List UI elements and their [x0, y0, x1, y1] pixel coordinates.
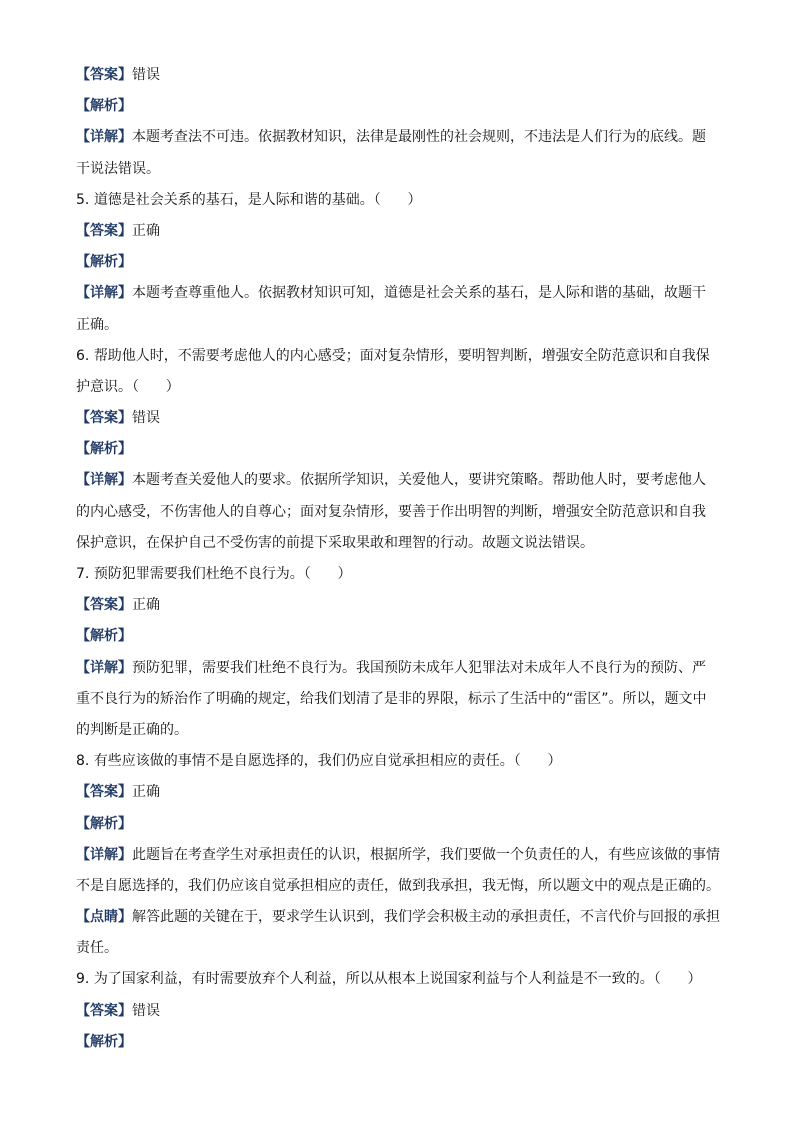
answer-block — [76, 996, 716, 1027]
answer-tag: 【答案】 — [76, 67, 132, 83]
detail-line — [76, 122, 716, 153]
detail-text: 本题考查尊重他人。依据教材知识可知，道德是社会关系的基石，是人际和谐的基础，故题干 — [132, 285, 706, 302]
detail-tag: 【详解】 — [76, 846, 132, 863]
answer-line — [76, 996, 716, 1027]
answer-tag: 【答案】 — [76, 410, 132, 427]
question-block — [76, 964, 716, 995]
answer-block — [76, 216, 716, 247]
blank-close: ） — [547, 753, 562, 770]
detail-tag: 【详解】 — [76, 659, 132, 676]
detail-line — [76, 902, 720, 933]
answer-tag: 【答案】 — [76, 597, 132, 614]
detail-line — [76, 653, 716, 684]
detail-block — [76, 902, 720, 964]
blank-close: ） — [165, 378, 180, 395]
detail-tag: 【详解】 — [76, 472, 132, 489]
answer-text: 正确 — [132, 784, 160, 801]
question-number: 7. — [76, 566, 90, 582]
analysis-line — [76, 1027, 716, 1058]
analysis-tag: 【解析】 — [76, 815, 132, 832]
detail-text-continued: 的内心感受，不伤害他人的自尊心；面对复杂情形，要善于作出明智的判断，增强安全防范意识和自我 — [76, 503, 706, 520]
analysis-line — [76, 247, 716, 278]
answer-text: 错误 — [132, 410, 160, 427]
analysis-tag: 【解析】 — [76, 628, 132, 645]
question-number: 9. — [76, 971, 90, 988]
question-text-continued: 护意识。（ — [76, 378, 139, 395]
analysis-block — [76, 434, 716, 465]
answer-line — [76, 777, 716, 808]
answer-tag: 【答案】 — [76, 784, 132, 801]
detail-text: 预防犯罪，需要我们杜绝不良行为。我国预防未成年人犯罪法对未成年人不良行为的预防、严 — [132, 659, 706, 676]
question-block — [76, 185, 716, 216]
detail-line — [76, 840, 720, 871]
detail-text: 解答此题的关键在于，要求学生认识到，我们学会积极主动的承担责任，不言代价与回报的承担 — [132, 909, 720, 926]
question-line — [76, 746, 716, 777]
answer-line — [76, 403, 716, 434]
question-text: 帮助他人时，不需要考虑他人的内心感受；面对复杂情形，要明智判断，增强安全防范意识和自我保 — [93, 347, 710, 364]
answer-tag: 【答案】 — [76, 1002, 132, 1019]
question-line — [76, 341, 716, 372]
answer-blank — [311, 559, 338, 590]
blank-close: ） — [687, 971, 702, 988]
question-continuation-line — [76, 372, 716, 403]
detail-text-continued: 保护意识，在保护自己不受伤害的前提下采取果敢和理智的行动。故题文说法错误。 — [76, 534, 594, 551]
answer-text: 正确 — [132, 597, 160, 614]
detail-tag: 【详解】 — [76, 285, 132, 302]
detail-block — [76, 122, 716, 184]
detail-continuation-line — [76, 310, 716, 341]
question-number: 8. — [76, 753, 90, 770]
question-line — [76, 559, 716, 590]
analysis-block — [76, 621, 716, 652]
detail-text-continued: 不是自愿选择的，我们仍应该自觉承担相应的责任，做到我承担，我无悔，所以题文中的观点是正确的。 — [76, 877, 720, 894]
analysis-line — [76, 809, 716, 840]
answer-blank — [661, 964, 688, 995]
detail-continuation-line — [76, 933, 716, 964]
question-text: 为了国家利益，有时需要放弃个人利益，所以从根本上说国家利益与个人利益是不一致的。（ — [93, 971, 661, 988]
detail-text-continued: 责任。 — [76, 940, 118, 957]
analysis-tag: 【解析】 — [76, 1033, 132, 1050]
analysis-block — [76, 247, 716, 278]
detail-continuation-line — [76, 528, 716, 559]
analysis-block — [76, 1027, 716, 1058]
answer-text: 正确 — [132, 222, 160, 239]
analysis-line — [76, 91, 716, 122]
detail-line — [76, 278, 716, 309]
detail-text: 本题考查关爱他人的要求。依据所学知识，关爱他人，要讲究策略。帮助他人时，要考虑他人 — [132, 472, 706, 489]
answer-text: 错误 — [132, 1002, 160, 1019]
detail-continuation-line — [76, 715, 716, 746]
detail-tag: 【详解】 — [76, 129, 132, 146]
answer-block — [76, 777, 716, 808]
question-line — [76, 185, 716, 216]
answer-blank — [139, 372, 166, 403]
detail-continuation-line — [76, 871, 720, 902]
detail-block — [76, 465, 716, 559]
question-number: 5. — [76, 191, 90, 208]
answer-block — [76, 403, 716, 434]
detail-text-continued: 干说法错误。 — [76, 160, 160, 177]
analysis-tag: 【解析】 — [76, 254, 132, 271]
detail-continuation-line — [76, 684, 716, 715]
detail-text-continued: 的判断是正确的。 — [76, 721, 188, 738]
detail-text-continued: 重不良行为的矫治作了明确的规定，给我们划清了是非的界限，标示了生活中的“雷区”。所以，题文中 — [76, 690, 707, 707]
question-block — [76, 341, 716, 403]
detail-continuation-line — [76, 154, 716, 185]
question-block — [76, 746, 716, 777]
analysis-tag: 【解析】 — [76, 98, 132, 115]
detail-tag: 【点睛】 — [76, 909, 132, 926]
detail-continuation-line — [76, 497, 716, 528]
document-content — [76, 60, 720, 1058]
detail-text: 此题旨在考查学生对承担责任的认识，根据所学，我们要做一个负责任的人，有些应该做的事情 — [132, 846, 720, 863]
answer-line — [76, 60, 716, 91]
answer-tag: 【答案】 — [76, 222, 132, 239]
blank-close: ） — [337, 566, 352, 582]
analysis-block — [76, 91, 716, 122]
analysis-line — [76, 621, 716, 652]
answer-line — [76, 590, 716, 621]
answer-text: 错误 — [132, 67, 160, 83]
question-text: 道德是社会关系的基石，是人际和谐的基础。（ — [93, 191, 381, 208]
detail-text: 本题考查法不可违。依据教材知识，法律是最刚性的社会规则，不违法是人们行为的底线。题 — [132, 129, 706, 146]
question-text: 有些应该做的事情不是自愿选择的，我们仍应自觉承担相应的责任。（ — [93, 753, 521, 770]
question-text: 预防犯罪需要我们杜绝不良行为。（ — [93, 566, 311, 582]
answer-blank — [521, 746, 548, 777]
question-line — [76, 964, 716, 995]
answer-blank — [381, 185, 408, 216]
question-block — [76, 559, 716, 590]
answer-block — [76, 60, 716, 91]
detail-text-continued: 正确。 — [76, 316, 118, 333]
analysis-line — [76, 434, 716, 465]
detail-line — [76, 465, 716, 496]
detail-block — [76, 653, 716, 747]
detail-block — [76, 278, 716, 340]
answer-block — [76, 590, 716, 621]
analysis-block — [76, 809, 716, 840]
analysis-tag: 【解析】 — [76, 441, 132, 458]
answer-line — [76, 216, 716, 247]
blank-close: ） — [407, 191, 422, 208]
detail-block — [76, 840, 720, 902]
question-number: 6. — [76, 347, 90, 364]
